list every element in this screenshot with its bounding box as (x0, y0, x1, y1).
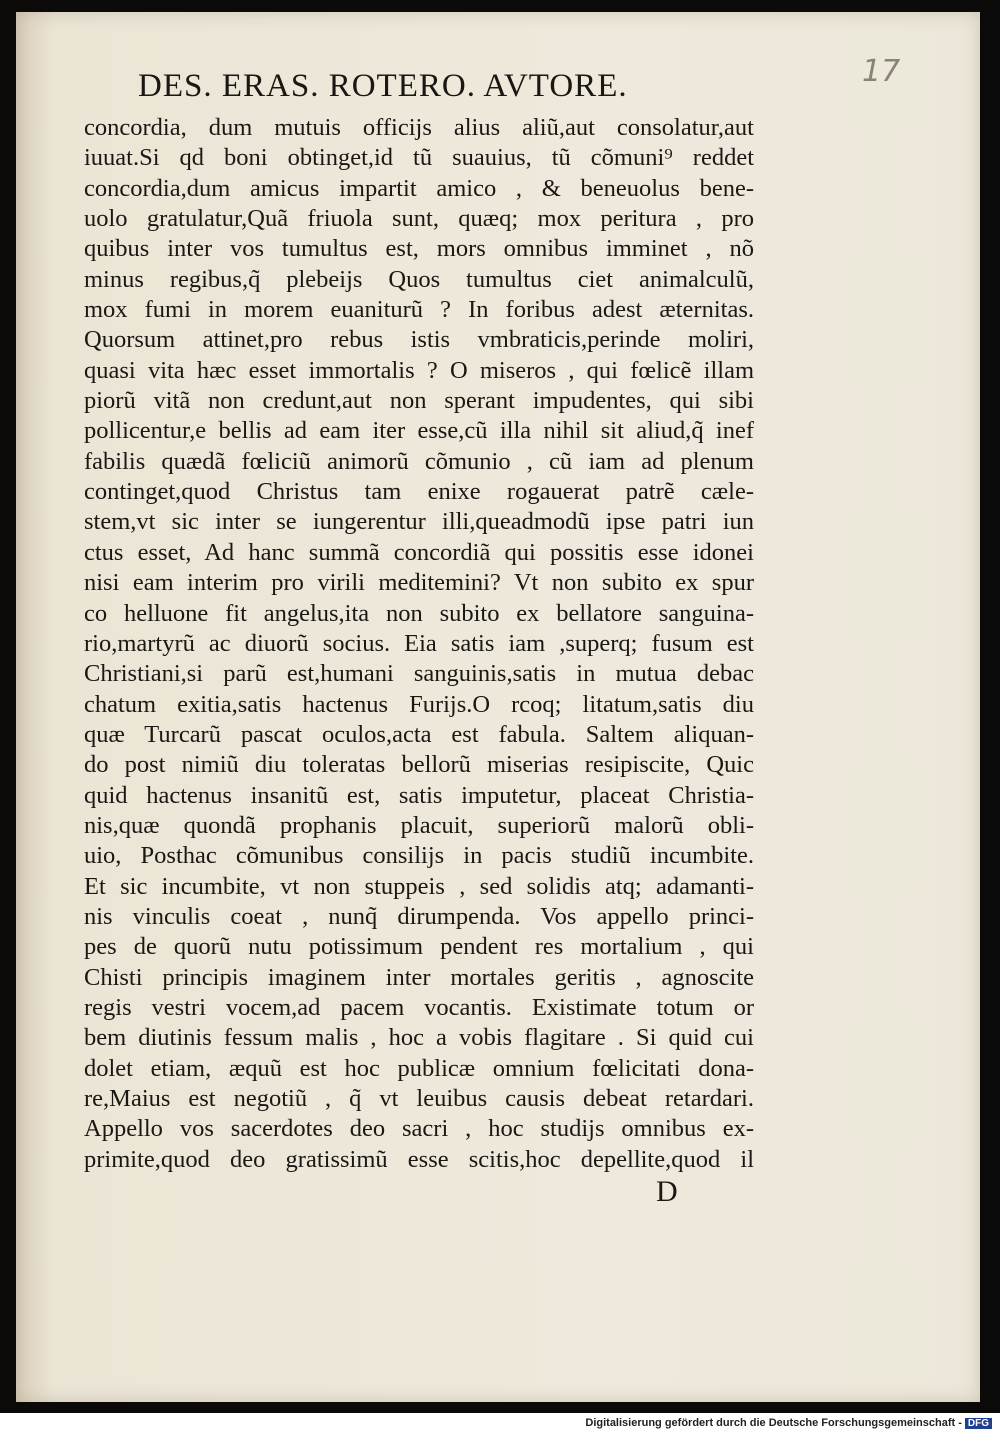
text-line: concordia, dum mutuis officijs alius aliũ,aut consolatur,aut (84, 114, 754, 141)
text-line: Appello vos sacerdotes deo sacri , hoc studijs omnibus ex- (84, 1115, 754, 1143)
dfg-logo[interactable]: DFG (965, 1418, 992, 1429)
text-line: pes de quorũ nutu potissimum pendent res mortalium , qui (84, 933, 754, 961)
text-line: re,Maius est negotiũ , q̃ vt leuibus causis debeat retardari. (84, 1085, 754, 1112)
text-line: quæ Turcarũ pascat oculos,acta est fabula. Saltem aliquan- (84, 720, 754, 748)
credit-text: Digitalisierung gefördert durch die Deutsche Forschungsgemeinschaft - (585, 1417, 962, 1429)
text-line: dolet etiam, æquũ est hoc publicæ omnium fœlicitati dona- (84, 1054, 754, 1082)
handwritten-folio-number: 17 (862, 54, 901, 89)
text-line: rio,martyrũ ac diuorũ socius. Eia satis iam ,superq; fusum est (84, 629, 754, 657)
text-line: do post nimiũ diu toleratas bellorũ miserias resipiscite, Quic (84, 751, 754, 779)
text-line: Et sic incumbite, vt non stuppeis , sed solidis atq; adamanti- (84, 872, 754, 900)
text-line: nis,quæ quondã prophanis placuit, superiorũ malorũ obli- (84, 811, 754, 839)
text-line: minus regibus,q̃ plebeijs Quos tumultus ciet animalculũ, (84, 265, 754, 293)
text-line: chatum exitia,satis hactenus Furijs.O rcoq; litatum,satis diu (84, 690, 754, 718)
catchword: D (656, 1175, 678, 1208)
text-line: quibus inter vos tumultus est, mors omnibus imminet , nõ (84, 235, 754, 263)
text-line: Quorsum attinet,pro rebus istis vmbraticis,perinde moliri, (84, 326, 754, 354)
text-line: primite,quod deo gratissimũ esse scitis,hoc depellite,quod il (84, 1145, 754, 1173)
text-line: iuuat.Si qd boni obtinget,id tũ suauius, tũ cõmuni⁹ reddet (84, 144, 754, 172)
text-line: piorũ vitã non credunt,aut non sperant impudentes, qui sibi (84, 387, 754, 415)
text-line: pollicentur,e bellis ad eam iter esse,cũ illa nihil sit aliud,q̃ inef (84, 417, 754, 445)
text-line: bem diutinis fessum malis , hoc a vobis flagitare . Si quid cui (84, 1024, 754, 1052)
text-line: nisi eam interim pro virili meditemini? Vt non subito ex spur (84, 569, 754, 597)
text-line: fabilis quædã fœliciũ animorũ cõmunio , cũ iam ad plenum (84, 447, 754, 475)
text-line: quasi vita hæc esset immortalis ? O miseros , qui fœlicẽ illam (84, 356, 754, 384)
text-line: uio, Posthac cõmunibus consilijs in pacis studiũ incumbite. (84, 842, 754, 870)
text-line: uolo gratulatur,Quã friuola sunt, quæq; mox peritura , pro (84, 205, 754, 233)
text-line: continget,quod Christus tam enixe rogauerat patrẽ cæle- (84, 478, 754, 506)
footer-credit (585, 1417, 992, 1429)
text-line: mox fumi in morem euaniturũ ? In foribus adest æternitas. (84, 296, 754, 324)
text-line: Christiani,si parũ est,humani sanguinis,satis in mutua debac (84, 660, 754, 688)
running-head: DES. ERAS. ROTERO. AVTORE. (138, 68, 628, 104)
text-line: nis vinculis coeat , nunq̃ dirumpenda. Vos appello princi- (84, 902, 754, 930)
text-line: quid hactenus insanitũ est, satis imputetur, placeat Christia- (84, 781, 754, 809)
text-line: ctus esset, Ad hanc summã concordiã qui possitis esse idonei (84, 538, 754, 566)
text-line: concordia,dum amicus impartit amico , & beneuolus bene- (84, 174, 754, 202)
body-text (84, 113, 754, 1175)
text-line: co helluone fit angelus,ita non subito ex bellatore sanguina- (84, 599, 754, 627)
text-line: regis vestri vocem,ad pacem vocantis. Existimate totum or (84, 993, 754, 1021)
text-line: Chisti principis imaginem inter mortales geritis , agnoscite (84, 963, 754, 991)
document-page (16, 12, 980, 1402)
text-line: stem,vt sic inter se iungerentur illi,queadmodũ ipse patri iun (84, 508, 754, 536)
